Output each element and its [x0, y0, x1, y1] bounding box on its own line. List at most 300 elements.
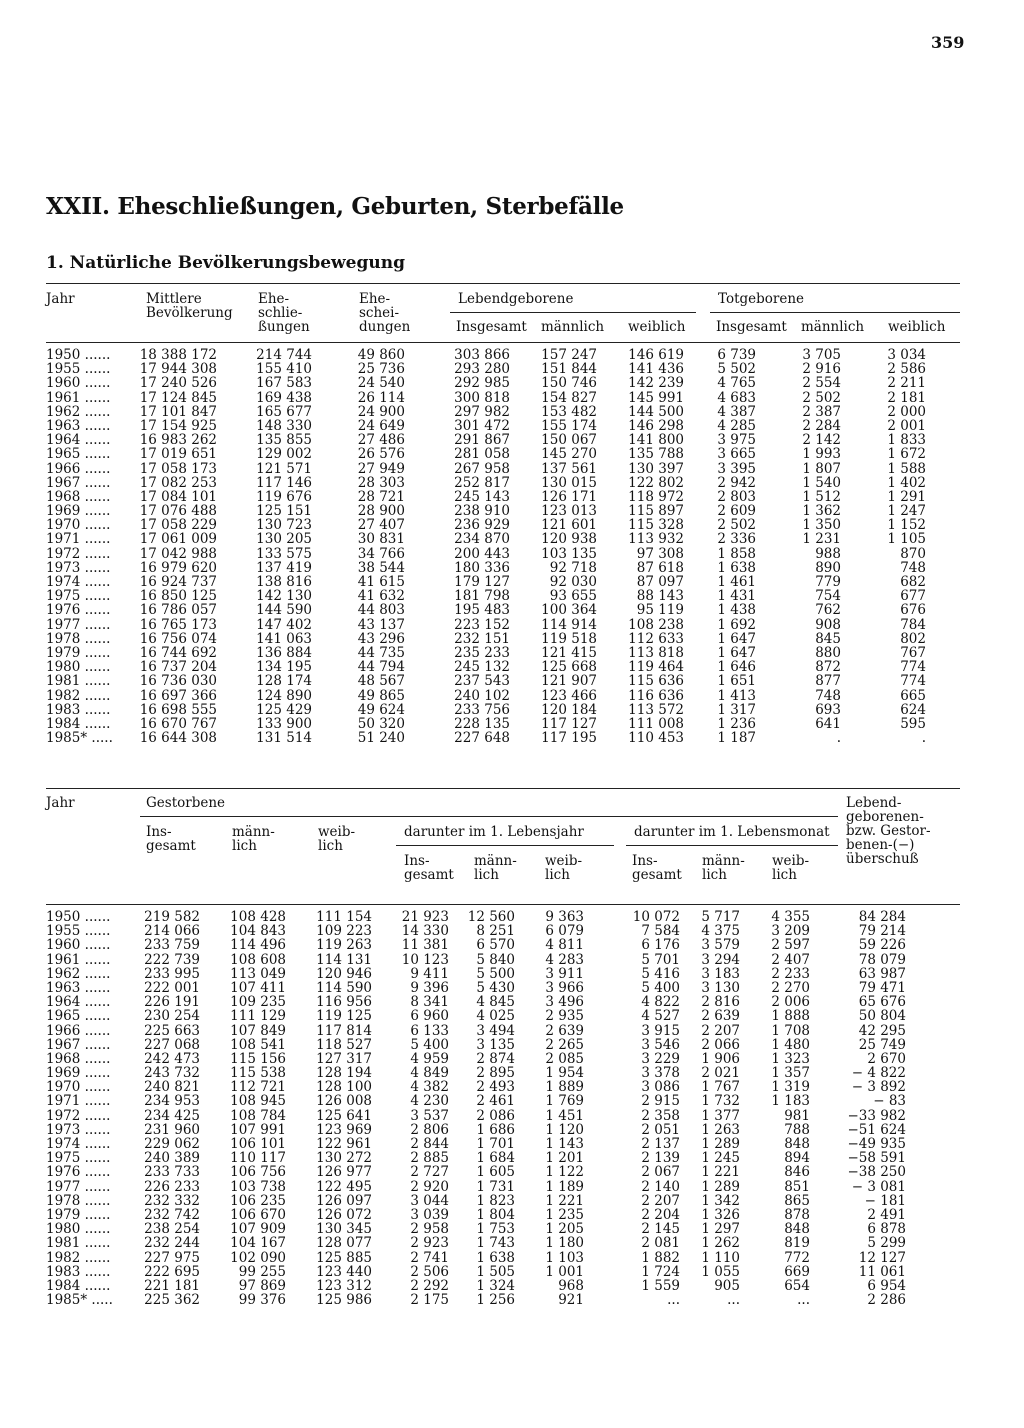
value-cell: 225 663 — [144, 1022, 200, 1039]
value-cell: 4 283 — [545, 951, 584, 968]
year-cell: 1963 ...... — [46, 417, 111, 434]
value-cell: 122 802 — [628, 474, 684, 491]
year-cell: 1950 ...... — [46, 909, 111, 925]
value-cell: 303 866 — [454, 347, 510, 363]
value-cell: 16 697 366 — [139, 687, 217, 704]
value-cell: 11 061 — [858, 1263, 906, 1280]
value-cell: 1 189 — [545, 1178, 584, 1195]
year-cell: 1969 ...... — [46, 1065, 111, 1082]
value-cell: 99 255 — [238, 1263, 286, 1280]
year-cell: 1982 ...... — [46, 1249, 111, 1266]
value-cell: 774 — [900, 673, 926, 690]
value-cell: 18 388 172 — [139, 347, 217, 363]
value-cell: 155 174 — [541, 417, 597, 434]
value-cell: 767 — [900, 644, 926, 661]
value-cell: 2 915 — [641, 1093, 680, 1110]
t2-sub2-weib-b: lich — [772, 867, 797, 883]
value-cell: 106 756 — [230, 1164, 286, 1181]
value-cell: 682 — [900, 574, 926, 590]
value-cell: ... — [667, 1292, 680, 1309]
value-cell: 1 906 — [701, 1050, 740, 1067]
value-cell: 784 — [900, 616, 926, 633]
value-cell: 123 969 — [316, 1121, 372, 1138]
value-cell: 78 079 — [858, 951, 906, 968]
value-cell: 1 732 — [701, 1093, 740, 1110]
value-cell: 16 756 074 — [139, 630, 217, 647]
value-cell: 226 233 — [144, 1178, 200, 1195]
value-cell: − 3 081 — [851, 1178, 906, 1195]
year-cell: 1962 ...... — [46, 965, 111, 982]
value-cell: 107 411 — [230, 979, 286, 996]
value-cell: 242 473 — [144, 1050, 200, 1067]
value-cell: 237 543 — [454, 673, 510, 690]
value-cell: 2 067 — [641, 1164, 680, 1181]
value-cell: 6 954 — [867, 1277, 906, 1294]
year-cell: 1982 ...... — [46, 687, 111, 704]
value-cell: 2 554 — [802, 375, 841, 392]
t1-header-maennlich-tot: männlich — [801, 319, 865, 335]
value-cell: 131 514 — [256, 730, 312, 747]
value-cell: 113 818 — [628, 644, 684, 661]
value-cell: 128 174 — [256, 673, 312, 690]
value-cell: 1 236 — [717, 715, 756, 732]
value-cell: 1 651 — [717, 673, 756, 690]
table2-top-rule — [46, 788, 960, 789]
t2-header-maenn: männ- — [232, 824, 275, 840]
value-cell: 17 124 845 — [139, 389, 217, 406]
value-cell: 2 407 — [771, 951, 810, 968]
value-cell: − 181 — [864, 1192, 906, 1209]
value-cell: 79 214 — [858, 923, 906, 940]
year-cell: 1977 ...... — [46, 616, 111, 633]
year-cell: 1965 ...... — [46, 1008, 111, 1025]
value-cell: 150 067 — [541, 432, 597, 449]
value-cell: 79 471 — [858, 979, 906, 996]
value-cell: 26 114 — [357, 389, 405, 406]
value-cell: 5 840 — [476, 951, 515, 968]
value-cell: 4 285 — [717, 417, 756, 434]
value-cell: 141 436 — [628, 361, 684, 378]
value-cell: 232 332 — [144, 1192, 200, 1209]
value-cell: 6 570 — [476, 937, 515, 954]
value-cell: 24 900 — [357, 403, 405, 420]
value-cell: 5 717 — [701, 909, 740, 925]
value-cell: 1 769 — [545, 1093, 584, 1110]
value-cell: 127 317 — [316, 1050, 372, 1067]
t2-sub-insg-b: gesamt — [404, 867, 454, 883]
value-cell: 30 831 — [357, 531, 405, 548]
value-cell: 1 672 — [887, 446, 926, 463]
value-cell: 1 753 — [476, 1221, 515, 1238]
t2-header-ueberschuss-2: geborenen- — [846, 809, 924, 825]
year-cell: 1968 ...... — [46, 488, 111, 505]
value-cell: 877 — [815, 673, 841, 690]
value-cell: 3 183 — [701, 965, 740, 982]
value-cell: 2 935 — [545, 1008, 584, 1025]
value-cell: 108 541 — [230, 1036, 286, 1053]
value-cell: 120 184 — [541, 701, 597, 718]
value-cell: 125 885 — [316, 1249, 372, 1266]
value-cell: 49 860 — [357, 347, 405, 363]
value-cell: 116 636 — [628, 687, 684, 704]
value-cell: 2 639 — [545, 1022, 584, 1039]
value-cell: 300 818 — [454, 389, 510, 406]
year-cell: 1979 ...... — [46, 644, 111, 661]
t2-header-ueberschuss-1: Lebend- — [846, 795, 902, 811]
value-cell: 108 608 — [230, 951, 286, 968]
year-cell: 1970 ...... — [46, 1079, 111, 1096]
value-cell: 146 619 — [628, 347, 684, 363]
value-cell: − 3 892 — [851, 1079, 906, 1096]
value-cell: 17 061 009 — [139, 531, 217, 548]
value-cell: 9 411 — [410, 965, 449, 982]
value-cell: 59 226 — [858, 937, 906, 954]
value-cell: 1 120 — [545, 1121, 584, 1138]
value-cell: 126 097 — [316, 1192, 372, 1209]
value-cell: 12 127 — [858, 1249, 906, 1266]
value-cell: 1 152 — [887, 517, 926, 534]
year-cell: 1966 ...... — [46, 460, 111, 477]
value-cell: 1 245 — [701, 1150, 740, 1167]
year-cell: 1984 ...... — [46, 715, 111, 732]
year-cell: 1964 ...... — [46, 432, 111, 449]
value-cell: 2 142 — [802, 432, 841, 449]
value-cell: 291 867 — [454, 432, 510, 449]
value-cell: 233 759 — [144, 937, 200, 954]
value-cell: 123 440 — [316, 1263, 372, 1280]
year-cell: 1985* ..... — [46, 730, 113, 747]
t2-sub2-insg-b: gesamt — [632, 867, 682, 883]
t2-gestorbene-rule — [140, 816, 838, 817]
value-cell: 128 194 — [316, 1065, 372, 1082]
t1-header-maennlich: männlich — [541, 319, 605, 335]
value-cell: 1 187 — [717, 730, 756, 747]
value-cell: 921 — [558, 1292, 584, 1309]
value-cell: 819 — [784, 1235, 810, 1252]
value-cell: 2 137 — [641, 1136, 680, 1152]
value-cell: 5 299 — [867, 1235, 906, 1252]
value-cell: 5 701 — [641, 951, 680, 968]
value-cell: 27 486 — [357, 432, 405, 449]
value-cell: 200 443 — [454, 545, 510, 562]
value-cell: 16 765 173 — [139, 616, 217, 633]
value-cell: 87 097 — [636, 574, 684, 590]
value-cell: 103 738 — [230, 1178, 286, 1195]
year-cell: 1967 ...... — [46, 1036, 111, 1053]
value-cell: 24 649 — [357, 417, 405, 434]
value-cell: 233 756 — [454, 701, 510, 718]
page-number: 359 — [931, 33, 965, 52]
value-cell: 108 238 — [628, 616, 684, 633]
value-cell: 2 502 — [802, 389, 841, 406]
value-cell: ... — [727, 1292, 740, 1309]
value-cell: 2 001 — [887, 417, 926, 434]
value-cell: 243 732 — [144, 1065, 200, 1082]
value-cell: 179 127 — [454, 574, 510, 590]
value-cell: 8 341 — [410, 994, 449, 1011]
t1-header-ehe2: Ehe- — [359, 291, 391, 307]
year-cell: 1983 ...... — [46, 1263, 111, 1280]
value-cell: 16 670 767 — [139, 715, 217, 732]
value-cell: 9 396 — [410, 979, 449, 996]
value-cell: 95 119 — [636, 602, 684, 619]
value-cell: 110 117 — [230, 1150, 286, 1167]
value-cell: 1 480 — [771, 1036, 810, 1053]
value-cell: 1 235 — [545, 1206, 584, 1223]
value-cell: 1 263 — [701, 1121, 740, 1138]
value-cell: 1 262 — [701, 1235, 740, 1252]
t1-header-ehe1c: ßungen — [258, 319, 310, 335]
year-cell: 1978 ...... — [46, 630, 111, 647]
value-cell: 118 527 — [316, 1036, 372, 1053]
value-cell: 2 085 — [545, 1050, 584, 1067]
value-cell: 2 387 — [802, 403, 841, 420]
value-cell: 137 561 — [541, 460, 597, 477]
value-cell: 1 889 — [545, 1079, 584, 1096]
value-cell: 108 784 — [230, 1107, 286, 1124]
value-cell: 1 505 — [476, 1263, 515, 1280]
t1-header-weiblich-tot: weiblich — [888, 319, 946, 335]
value-cell: 1 559 — [641, 1277, 680, 1294]
t1-lebend-rule — [450, 312, 696, 313]
value-cell: 126 171 — [541, 488, 597, 505]
t2-sub-weib-b: lich — [545, 867, 570, 883]
value-cell: . — [921, 730, 926, 747]
value-cell: 17 058 229 — [139, 517, 217, 534]
value-cell: 130 345 — [316, 1221, 372, 1238]
value-cell: 236 929 — [454, 517, 510, 534]
value-cell: 1 692 — [717, 616, 756, 633]
value-cell: 1 954 — [545, 1065, 584, 1082]
value-cell: 108 945 — [230, 1093, 286, 1110]
value-cell: 92 718 — [549, 559, 597, 576]
value-cell: 3 665 — [717, 446, 756, 463]
value-cell: 130 723 — [256, 517, 312, 534]
value-cell: 129 002 — [256, 446, 312, 463]
value-cell: 151 844 — [541, 361, 597, 378]
t2-sub2-maenn-b: lich — [702, 867, 727, 883]
value-cell: 5 430 — [476, 979, 515, 996]
value-cell: 851 — [784, 1178, 810, 1195]
value-cell: 2 923 — [410, 1235, 449, 1252]
value-cell: 223 152 — [454, 616, 510, 633]
value-cell: 27 407 — [357, 517, 405, 534]
value-cell: 894 — [784, 1150, 810, 1167]
value-cell: 595 — [900, 715, 926, 732]
value-cell: 157 247 — [541, 347, 597, 363]
value-cell: 1 205 — [545, 1221, 584, 1238]
value-cell: 234 425 — [144, 1107, 200, 1124]
value-cell: 1 743 — [476, 1235, 515, 1252]
year-cell: 1980 ...... — [46, 1221, 111, 1238]
value-cell: 2 181 — [887, 389, 926, 406]
t2-header-jahr: Jahr — [46, 795, 75, 811]
value-cell: 1 540 — [802, 474, 841, 491]
value-cell: 225 362 — [144, 1292, 200, 1309]
year-cell: 1972 ...... — [46, 1107, 111, 1124]
value-cell: 1 103 — [545, 1249, 584, 1266]
value-cell: 115 636 — [628, 673, 684, 690]
value-cell: 135 855 — [256, 432, 312, 449]
table1-header-rule — [46, 342, 960, 343]
value-cell: 21 923 — [401, 909, 449, 925]
value-cell: 3 378 — [641, 1065, 680, 1082]
value-cell: 130 205 — [256, 531, 312, 548]
value-cell: 1 438 — [717, 602, 756, 619]
value-cell: 1 512 — [802, 488, 841, 505]
value-cell: 2 284 — [802, 417, 841, 434]
value-cell: 9 363 — [545, 909, 584, 925]
value-cell: 2 086 — [476, 1107, 515, 1124]
value-cell: 150 746 — [541, 375, 597, 392]
value-cell: 754 — [815, 588, 841, 605]
value-cell: 6 133 — [410, 1022, 449, 1039]
value-cell: 84 284 — [858, 909, 906, 925]
value-cell: 104 843 — [230, 923, 286, 940]
value-cell: 2 502 — [717, 517, 756, 534]
value-cell: 28 900 — [357, 503, 405, 520]
value-cell: 845 — [815, 630, 841, 647]
value-cell: 3 496 — [545, 994, 584, 1011]
year-cell: 1960 ...... — [46, 375, 111, 392]
value-cell: 1 319 — [771, 1079, 810, 1096]
t2-sub-insg: Ins- — [404, 853, 430, 869]
t1-header-insgesamt-tot: Insgesamt — [716, 319, 787, 335]
value-cell: 8 251 — [476, 923, 515, 940]
value-cell: 3 135 — [476, 1036, 515, 1053]
value-cell: 908 — [815, 616, 841, 633]
value-cell: 17 101 847 — [139, 403, 217, 420]
value-cell: 123 013 — [541, 503, 597, 520]
value-cell: 144 500 — [628, 403, 684, 420]
value-cell: 2 639 — [701, 1008, 740, 1025]
value-cell: 16 850 125 — [139, 588, 217, 605]
value-cell: 968 — [558, 1277, 584, 1294]
t1-header-ehe1: Ehe- — [258, 291, 290, 307]
value-cell: 49 865 — [357, 687, 405, 704]
value-cell: 125 429 — [256, 701, 312, 718]
value-cell: 134 195 — [256, 659, 312, 676]
value-cell: 118 972 — [628, 488, 684, 505]
value-cell: 126 977 — [316, 1164, 372, 1181]
value-cell: 38 544 — [357, 559, 405, 576]
value-cell: 123 312 — [316, 1277, 372, 1294]
year-cell: 1950 ...... — [46, 347, 111, 363]
value-cell: 117 146 — [256, 474, 312, 491]
value-cell: 2 942 — [717, 474, 756, 491]
value-cell: 772 — [784, 1249, 810, 1266]
value-cell: 145 270 — [541, 446, 597, 463]
value-cell: 5 500 — [476, 965, 515, 982]
value-cell: 3 130 — [701, 979, 740, 996]
value-cell: 1 324 — [476, 1277, 515, 1294]
value-cell: 231 960 — [144, 1121, 200, 1138]
year-cell: 1973 ...... — [46, 1121, 111, 1138]
value-cell: 1 001 — [545, 1263, 584, 1280]
value-cell: 6 878 — [867, 1221, 906, 1238]
value-cell: 1 638 — [717, 559, 756, 576]
value-cell: 112 633 — [628, 630, 684, 647]
value-cell: 1 362 — [802, 503, 841, 520]
value-cell: 4 025 — [476, 1008, 515, 1025]
value-cell: 25 749 — [858, 1036, 906, 1053]
value-cell: 2 803 — [717, 488, 756, 505]
value-cell: 774 — [900, 659, 926, 676]
value-cell: 119 125 — [316, 1008, 372, 1025]
t1-header-ehe1b: schlie- — [258, 305, 303, 321]
value-cell: 4 387 — [717, 403, 756, 420]
value-cell: 115 538 — [230, 1065, 286, 1082]
value-cell: 222 739 — [144, 951, 200, 968]
value-cell: 234 870 — [454, 531, 510, 548]
value-cell: 106 670 — [230, 1206, 286, 1223]
value-cell: 1 247 — [887, 503, 926, 520]
t2-sub-maenn-b: lich — [474, 867, 499, 883]
year-cell: 1985* ..... — [46, 1292, 113, 1309]
value-cell: 1 731 — [476, 1178, 515, 1195]
value-cell: 222 001 — [144, 979, 200, 996]
value-cell: 114 590 — [316, 979, 372, 996]
value-cell: 669 — [784, 1263, 810, 1280]
value-cell: 693 — [815, 701, 841, 718]
value-cell: 227 068 — [144, 1036, 200, 1053]
value-cell: 2 741 — [410, 1249, 449, 1266]
value-cell: 788 — [784, 1121, 810, 1138]
value-cell: 2 292 — [410, 1277, 449, 1294]
value-cell: 24 540 — [357, 375, 405, 392]
value-cell: 146 298 — [628, 417, 684, 434]
value-cell: 2 211 — [887, 375, 926, 392]
year-cell: 1974 ...... — [46, 574, 111, 590]
value-cell: 846 — [784, 1164, 810, 1181]
value-cell: 1 413 — [717, 687, 756, 704]
value-cell: 238 910 — [454, 503, 510, 520]
value-cell: 297 982 — [454, 403, 510, 420]
value-cell: 10 123 — [401, 951, 449, 968]
year-cell: 1961 ...... — [46, 389, 111, 406]
value-cell: 981 — [784, 1107, 810, 1124]
t2-header-insg: Ins- — [146, 824, 172, 840]
year-cell: 1979 ...... — [46, 1206, 111, 1223]
table2-header-rule — [46, 904, 960, 905]
value-cell: 245 143 — [454, 488, 510, 505]
value-cell: 114 496 — [230, 937, 286, 954]
value-cell: 1 377 — [701, 1107, 740, 1124]
value-cell: 27 949 — [357, 460, 405, 477]
value-cell: 2 265 — [545, 1036, 584, 1053]
t2-sub2-insg: Ins- — [632, 853, 658, 869]
value-cell: 167 583 — [256, 375, 312, 392]
t1-header-jahr: Jahr — [46, 291, 75, 307]
value-cell: 1 357 — [771, 1065, 810, 1082]
value-cell: 1 451 — [545, 1107, 584, 1124]
value-cell: 93 655 — [549, 588, 597, 605]
value-cell: 624 — [900, 701, 926, 718]
value-cell: 49 624 — [357, 701, 405, 718]
table1-top-rule — [46, 283, 960, 284]
value-cell: 229 062 — [144, 1136, 200, 1152]
value-cell: 905 — [714, 1277, 740, 1294]
value-cell: 240 102 — [454, 687, 510, 704]
value-cell: 123 466 — [541, 687, 597, 704]
value-cell: 16 736 030 — [139, 673, 217, 690]
value-cell: 6 079 — [545, 923, 584, 940]
value-cell: 2 916 — [802, 361, 841, 378]
value-cell: 1 256 — [476, 1292, 515, 1309]
value-cell: 1 993 — [802, 446, 841, 463]
value-cell: 676 — [900, 602, 926, 619]
value-cell: 4 683 — [717, 389, 756, 406]
